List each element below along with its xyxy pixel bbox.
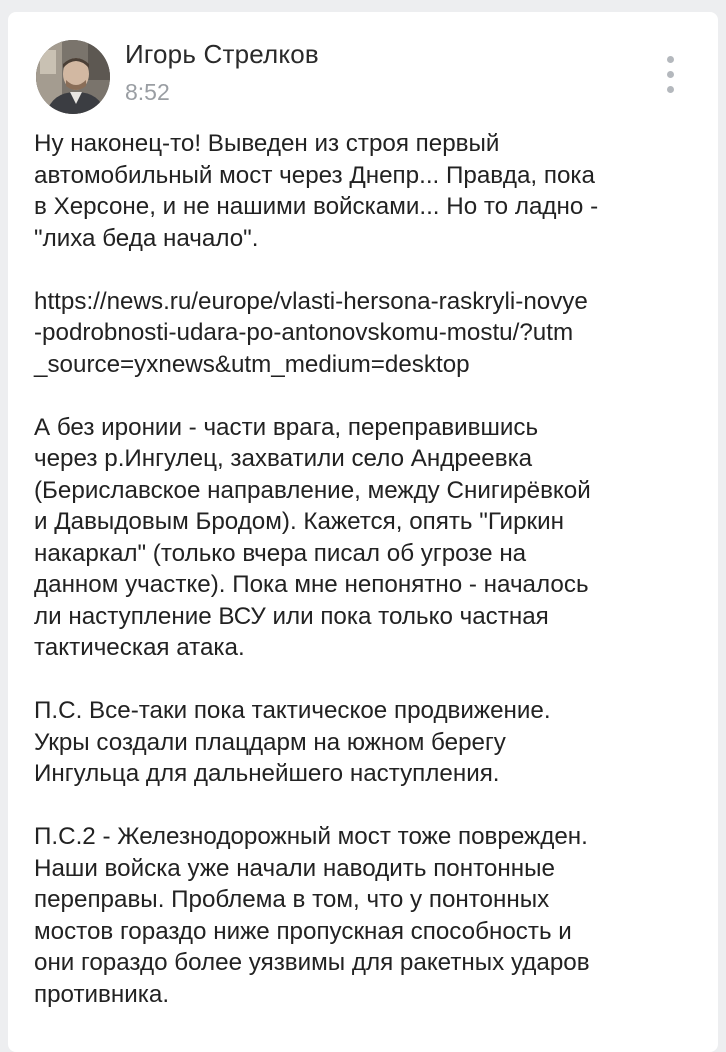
post-time[interactable]: 8:52 [125,79,170,105]
text-line: П.С.2 - Железнодорожный мост тоже поврежден. [34,823,588,850]
text-line: противника. [34,980,170,1008]
text-line: Ингульца для дальнейшего наступления. [34,760,500,787]
text-line: автомобильный мост через Днепр... Правда, пока [34,161,595,189]
text-line: через р.Ингулец, захватили село Андреевка [34,445,533,472]
avatar-photo [36,40,110,114]
text-line: накаркал" (только вчера писал об угрозе на [34,539,527,567]
text-line: Наши войска уже начали наводить понтонные [34,854,555,882]
text-line: в Херсоне, и не нашими войсками... Но то ладно - [34,193,599,220]
paragraph-intro [34,128,708,254]
link-line: -podrobnosti-udara-po-antonovskomu-mostu/?utm [34,319,574,346]
text-line: ли наступление ВСУ или пока только частная [34,602,549,630]
paragraph-ps2 [34,821,708,1010]
text-line: (Бериславское направление, между Снигирёвкой [34,476,591,504]
text-line: Укры создали плацдарм на южном берегу [34,728,506,756]
text-line: мостов гораздо ниже пропускная способность и [34,917,572,945]
link-line: _source=yxnews&utm_medium=desktop [34,350,470,378]
text-line: они гораздо более уязвимы для ракетных ударов [34,949,590,976]
text-line: Ну наконец-то! Выведен из строя первый [34,130,500,157]
text-line: "лиха беда начало". [34,224,259,252]
author-name[interactable]: Игорь Стрелков [125,39,319,69]
post-text [34,128,708,1042]
news-link[interactable] [34,286,708,381]
text-line: и Давыдовым Бродом). Кажется, опять "Гиркин [34,508,564,535]
text-line: переправы. Проблема в том, что у понтонных [34,886,550,913]
text-line: тактическая атака. [34,634,245,661]
paragraph-ps1 [34,695,708,790]
more-vertical-icon[interactable] [660,56,680,94]
avatar[interactable] [36,40,110,114]
paragraph-front-report [34,412,708,664]
text-line: данном участке). Пока мне непонятно - началось [34,571,589,598]
link-line: https://news.ru/europe/vlasti-hersona-raskryli-novye [34,287,588,315]
text-line: А без иронии - части врага, переправившись [34,413,539,441]
text-line: П.С. Все-таки пока тактическое продвижение. [34,697,551,724]
post-card [8,12,718,1052]
